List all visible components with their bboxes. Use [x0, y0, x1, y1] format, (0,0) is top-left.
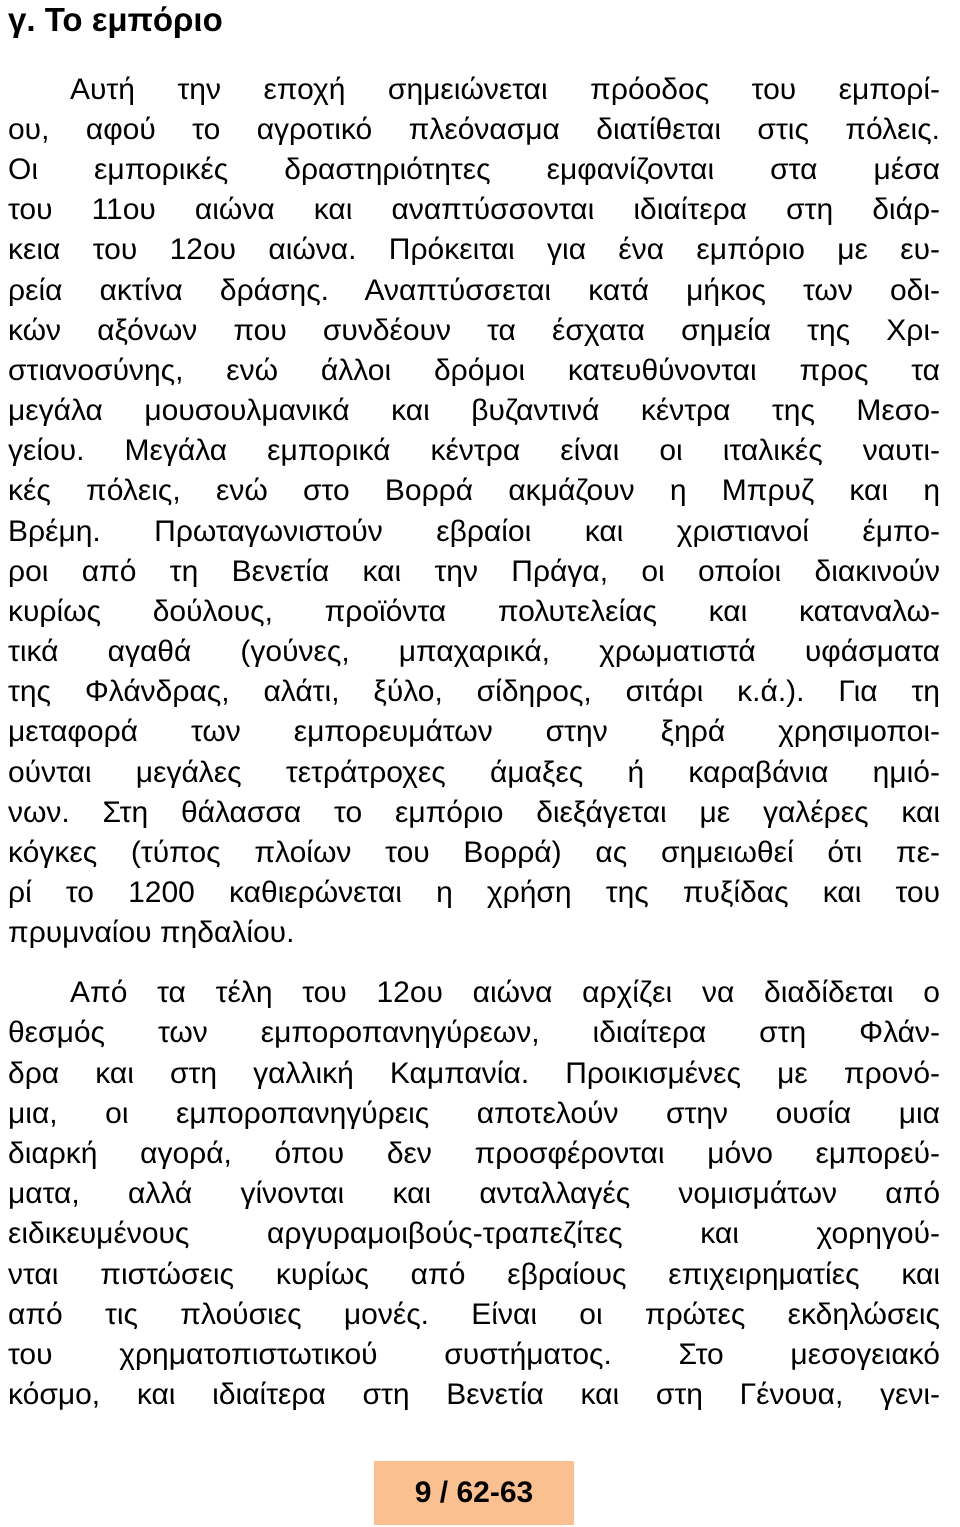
text-line: Οι εμπορικές δραστηριότητες εμφανίζονται στα μέσα: [8, 153, 940, 186]
text-line: πρυμναίου πηδαλίου.: [8, 916, 295, 949]
text-line: ου, αφού το αγροτικό πλεόνασμα διατίθεται στις πόλεις.: [8, 113, 940, 146]
text-line: ούνται μεγάλες τετράτροχες άμαξες ή καραβάνια ημιό-: [8, 756, 940, 789]
text-line: μεγάλα μουσουλμανικά και βυζαντινά κέντρα της Μεσο-: [8, 394, 940, 427]
text-line: νων. Στη θάλασσα το εμπόριο διεξάγεται με γαλέρες και: [8, 796, 940, 829]
text-line: του 11ου αιώνα και αναπτύσσονται ιδιαίτερα στη διάρ-: [8, 193, 940, 226]
text-line: Από τα τέλη του 12ου αιώνα αρχίζει να διαδίδεται ο: [70, 976, 940, 1009]
text-line: Βρέμη. Πρωταγωνιστούν εβραίοι και χριστιανοί έμπο-: [8, 515, 940, 548]
text-line: νται πιστώσεις κυρίως από εβραίους επιχειρηματίες και: [8, 1258, 940, 1291]
text-line: ροι από τη Βενετία και την Πράγα, οι οποίοι διακινούν: [8, 555, 940, 588]
text-line: διαρκή αγορά, όπου δεν προσφέρονται μόνο εμπορεύ-: [8, 1137, 940, 1170]
text-line: ειδικευμένους αργυραμοιβούς-τραπεζίτες και χορηγού-: [8, 1217, 940, 1250]
text-line: Αυτή την εποχή σημειώνεται πρόοδος του εμπορί-: [70, 73, 940, 106]
text-line: κυρίως δούλους, προϊόντα πολυτελείας και καταναλω-: [8, 595, 940, 628]
text-line: μεταφορά των εμπορευμάτων στην ξηρά χρησιμοποι-: [8, 715, 940, 748]
text-line: της Φλάνδρας, αλάτι, ξύλο, σίδηρος, σιτάρι κ.ά.). Για τη: [8, 675, 940, 708]
text-line: τικά αγαθά (γούνες, μπαχαρικά, χρωματιστά υφάσματα: [8, 635, 940, 668]
text-line: δρα και στη γαλλική Καμπανία. Προικισμένες με προνό-: [8, 1057, 940, 1090]
text-line: κόσμο, και ιδιαίτερα στη Βενετία και στη Γένουα, γενι-: [8, 1378, 940, 1411]
text-line: κών αξόνων που συνδέουν τα έσχατα σημεία της Χρι-: [8, 314, 940, 347]
text-line: μια, οι εμποροπανηγύρεις αποτελούν στην ουσία μια: [8, 1097, 940, 1130]
text-line: ματα, αλλά γίνονται και ανταλλαγές νομισμάτων από: [8, 1177, 940, 1210]
text-line: στιανοσύνης, ενώ άλλοι δρόμοι κατευθύνονται προς τα: [8, 354, 940, 387]
text-line: από τις πλούσιες μονές. Είναι οι πρώτες εκδηλώσεις: [8, 1298, 940, 1331]
text-line: γείου. Μεγάλα εμπορικά κέντρα είναι οι ιταλικές ναυτι-: [8, 434, 940, 467]
page-number-label: 9 / 62-63: [414, 1476, 534, 1509]
text-line: ρί το 1200 καθιερώνεται η χρήση της πυξίδας και του: [8, 876, 940, 909]
section-heading: γ. Το εμπόριο: [8, 1, 223, 38]
text-line: κεια του 12ου αιώνα. Πρόκειται για ένα εμπόριο με ευ-: [8, 233, 940, 266]
text-line: θεσμός των εμποροπανηγύρεων, ιδιαίτερα στη Φλάν-: [8, 1016, 940, 1049]
text-line: κές πόλεις, ενώ στο Βορρά ακμάζουν η Μπρυζ και η: [8, 474, 940, 507]
text-line: του χρηματοπιστωτικού συστήματος. Στο μεσογειακό: [8, 1338, 940, 1371]
page-number-badge: [374, 1461, 574, 1525]
text-line: ρεία ακτίνα δράσης. Αναπτύσσεται κατά μήκος των οδι-: [8, 274, 940, 307]
text-line: κόγκες (τύπος πλοίων του Βορρά) ας σημειωθεί ότι πε-: [8, 836, 940, 869]
